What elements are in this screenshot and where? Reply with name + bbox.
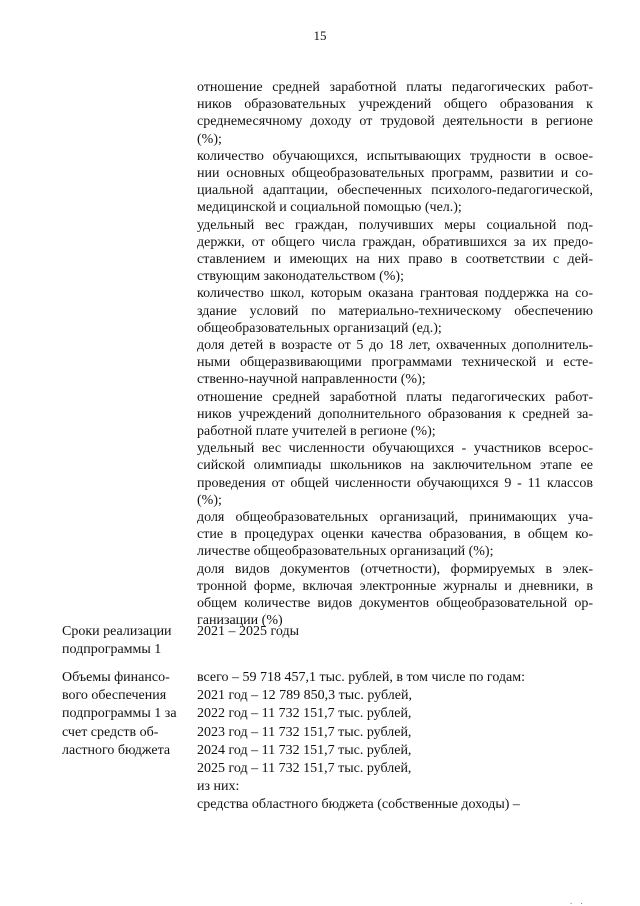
- text-line: циальной адаптации, обеспеченных психолого-педагогической,: [197, 183, 593, 199]
- value-line: средства областного бюджета (собственные доходы) –: [197, 797, 520, 813]
- text-line: доля детей в возрасте от 5 до 18 лет, охваченных дополнитель-: [197, 338, 593, 354]
- text-line: отношение средней заработной платы педагогических работ-: [197, 389, 593, 405]
- text-line: отношение средней заработной платы педагогических работ-: [197, 80, 593, 95]
- text-line: количество обучающихся, испытывающих трудности в освое-: [197, 148, 593, 164]
- value-line: из них:: [197, 779, 240, 795]
- text-line: ными общеразвивающими программами технической и есте-: [197, 355, 593, 371]
- text-line: доля общеобразовательных организаций, принимающих уча-: [197, 510, 593, 526]
- text-line: сийской олимпиады школьников на заключительном этапе ее: [197, 458, 593, 474]
- value-line: 2025 год – 11 732 151,7 тыс. рублей,: [197, 761, 412, 777]
- text-line: (%);: [197, 131, 222, 147]
- text-line: ственно-научной направленности (%);: [197, 372, 426, 388]
- value-line: всего – 59 718 457,1 тыс. рублей, в том числе по годам:: [197, 670, 526, 685]
- text-line: количество школ, которым оказана грантовая поддержка на со-: [197, 286, 593, 302]
- label-line: подпрограммы 1 за: [62, 706, 177, 722]
- page-number: 15: [313, 28, 327, 43]
- text-line: работной плате учителей в регионе (%);: [197, 424, 436, 440]
- period-value: 2021 – 2025 годы: [197, 624, 300, 639]
- text-line: ствующим законодательством (%);: [197, 269, 404, 285]
- text-line: удельный вес численности обучающихся - участников всерос-: [197, 441, 593, 457]
- funding-label: [62, 669, 188, 760]
- text-line: ганизации (%): [197, 613, 283, 629]
- text-line: медицинской и социальной помощью (чел.);: [197, 200, 462, 216]
- label-line: счет средств об-: [62, 724, 159, 740]
- label-line: Сроки реализации: [62, 624, 172, 639]
- text-line: среднемесячному доходу от трудовой деятельности в регионе: [197, 114, 593, 130]
- text-line: стие в процедурах оценки качества образования, в общем ко-: [197, 527, 593, 543]
- value-line: 2023 год – 11 732 151,7 тыс. рублей,: [197, 724, 412, 740]
- text-line: удельный вес граждан, получивших меры социальной под-: [197, 217, 593, 233]
- text-line: ников образовательных учреждений общего образования к: [197, 97, 593, 113]
- text-line: общеобразовательных организаций (ед.);: [197, 320, 442, 336]
- text-line: личестве общеобразовательных организаций (%);: [197, 544, 494, 560]
- funding-value: [197, 669, 597, 815]
- text-line: общем количестве видов документов общеобразовательной ор-: [197, 596, 593, 612]
- label-line: ластного бюджета: [62, 742, 171, 758]
- text-line: (%);: [197, 492, 222, 508]
- label-line: подпрограммы 1: [62, 642, 162, 658]
- text-line: нии основных общеобразовательных программ, развитии и со-: [197, 166, 593, 182]
- label-line: Объемы финансо-: [62, 670, 170, 685]
- period-label: [62, 623, 188, 659]
- value-line: 2021 год – 12 789 850,3 тыс. рублей,: [197, 688, 412, 704]
- indicators-text: [197, 79, 593, 630]
- text-line: держки, от общего числа граждан, обратившихся за их предо-: [197, 234, 593, 250]
- text-line: тронной форме, включая электронные журналы и дневники, в: [197, 578, 593, 594]
- text-line: здание условий по материально-техническому обеспечению: [197, 303, 593, 319]
- value-line: 2024 год – 11 732 151,7 тыс. рублей,: [197, 742, 412, 758]
- text-line: проведения от общей численности обучающихся 9 - 11 классов: [197, 475, 593, 491]
- text-line: ставлением и имеющих на них право в соответствии с дей-: [197, 252, 593, 268]
- corner-mark: . .: [570, 896, 586, 906]
- text-line: доля видов документов (отчетности), формируемых в элек-: [197, 561, 593, 577]
- value-line: 2022 год – 11 732 151,7 тыс. рублей,: [197, 706, 412, 722]
- label-line: вого обеспечения: [62, 688, 167, 704]
- text-line: ников учреждений дополнительного образования к средней за-: [197, 406, 593, 422]
